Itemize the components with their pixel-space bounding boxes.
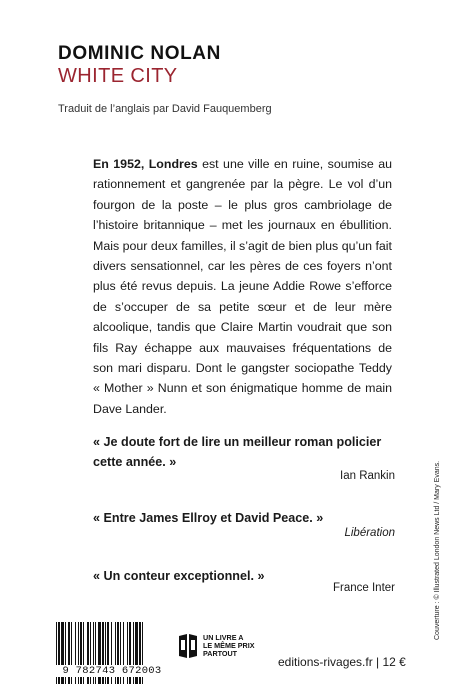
- review-quote-2: « Entre James Ellroy et David Peace. »: [93, 511, 324, 525]
- logo-line-3: PARTOUT: [203, 649, 238, 659]
- book-title: WHITE CITY: [58, 65, 178, 87]
- review-quote-3: « Un conteur exceptionnel. »: [93, 569, 265, 583]
- review-source-3: France Inter: [333, 582, 395, 594]
- back-cover-blurb: [93, 154, 392, 419]
- translator-credit: Traduit de l’anglais par David Fauquemberg: [58, 103, 272, 115]
- publisher-website-price: editions-rivages.fr | 12 €: [278, 655, 406, 669]
- logo-line-1: UN LIVRE A: [203, 632, 244, 642]
- cover-photo-credit: Couverture : © Illustrated London News Ltd / Mary Evans.: [434, 460, 441, 640]
- author-name: DOMINIC NOLAN: [58, 43, 221, 64]
- logo-line-2: LE MÊME PRIX: [203, 640, 255, 650]
- blurb-text: est une ville en ruine, soumise au rationnement et gangrenée par la pègre. Le vol d’un fourgon de la poste – le plus gros cambriolage de l’histoire britannique – met les journaux en ébullition. Mais pour deux familles, il s’agit de bien plus qu’un fait divers sensationnel, car les pères de ces foyers n’ont plus été revus depuis. La jeune Addie Rowe s’efforce de s’occuper de sa petite sœur et de leur mère alcoolique, tandis que Claire Martin voudrait que son fils Ray échappe aux mauvaises fréquentations de son mari disparu. Dont le gangster sociopathe Teddy « Mother » Nunn et son énigmatique homme de main Dave Lander.: [93, 157, 393, 416]
- blurb-lead: En 1952, Londres: [93, 157, 198, 171]
- review-quote-1: « Je doute fort de lire un meilleur roman policier cette année. »: [93, 435, 382, 469]
- review-source-2: Libération: [344, 527, 395, 539]
- isbn-number: 9 782743 672003: [56, 665, 168, 677]
- book-icon: [177, 632, 199, 660]
- prix-unique-logo: [177, 632, 255, 660]
- review-source-1: Ian Rankin: [340, 470, 395, 482]
